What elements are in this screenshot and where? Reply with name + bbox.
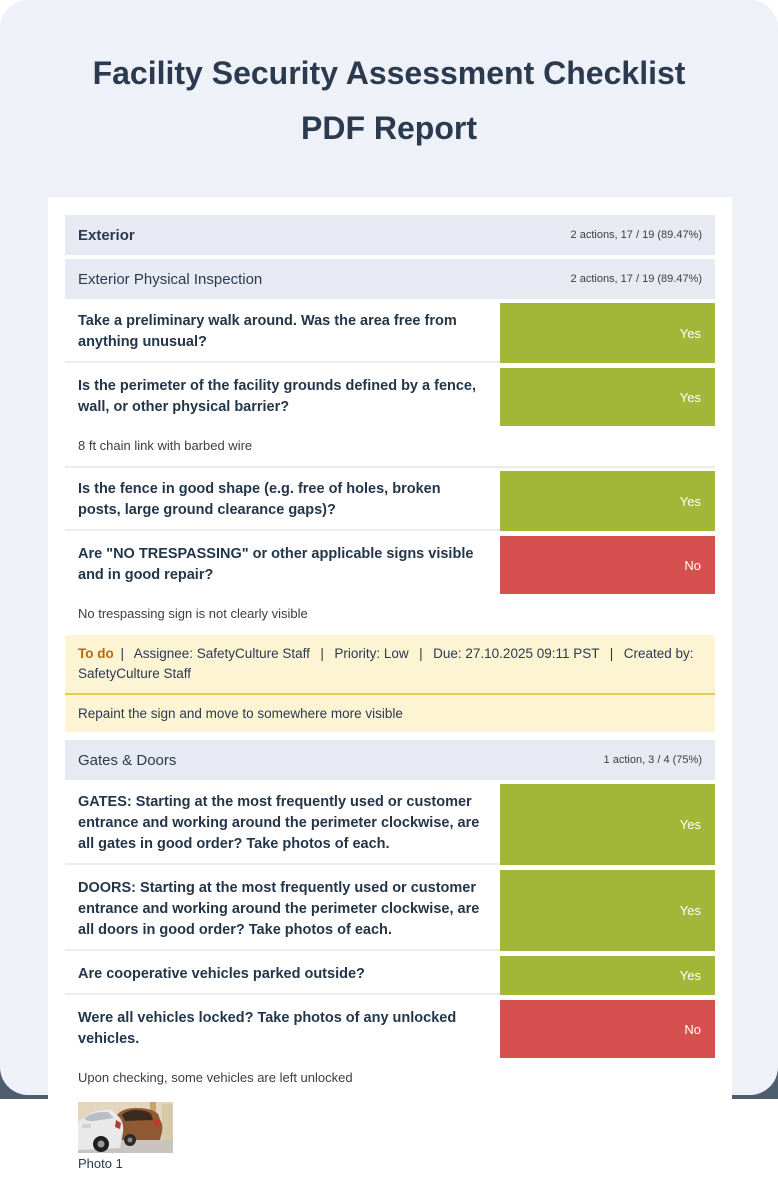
question-text: Were all vehicles locked? Take photos of any unlocked vehicles. [78, 1010, 457, 1048]
section-summary: 1 action, 3 / 4 (75%) [603, 754, 702, 766]
page-title-line1: Facility Security Assessment Checklist [92, 55, 686, 91]
question-text: Are "NO TRESPASSING" or other applicable signs visible and in good repair? [78, 546, 474, 584]
todo-header [65, 635, 715, 696]
answer-badge-yes: Yes [500, 471, 715, 531]
question-text: Take a preliminary walk around. Was the area free from anything unusual? [65, 303, 500, 363]
todo-label: To do [78, 645, 114, 661]
photo-caption: Photo 1 [78, 1156, 123, 1172]
question-row [65, 870, 715, 951]
report-card [48, 197, 732, 1201]
question-row [65, 956, 715, 995]
question-row [65, 784, 715, 865]
note-text: Upon checking, some vehicles are left unlocked [78, 1070, 353, 1086]
question-text: GATES: Starting at the most frequently used or customer entrance and working around the perimeter clockwise, are all gates in good order? Take photos of each. [65, 784, 500, 865]
section-label: Exterior [78, 226, 135, 244]
answer-badge-no: No [500, 1000, 715, 1058]
answer-badge-yes: Yes [500, 956, 715, 995]
section-label: Gates & Doors [78, 751, 177, 769]
page-title [0, 0, 778, 156]
parked-cars-photo [78, 1102, 173, 1153]
question-text: Is the fence in good shape (e.g. free of holes, broken posts, large ground clearance gaps)? [65, 471, 500, 531]
note-text: 8 ft chain link with barbed wire [65, 431, 715, 468]
question-row [65, 1000, 715, 1058]
question-row [65, 368, 715, 426]
answer-badge-yes: Yes [500, 303, 715, 363]
question-text: DOORS: Starting at the most frequently used or customer entrance and working around the perimeter clockwise, are all doors in good order? Take photos of each. [65, 870, 500, 951]
section-label: Exterior Physical Inspection [78, 270, 263, 288]
todo-meta: | Assignee: SafetyCulture Staff | Priority: Low | Due: 27.10.2025 09:11 PST | Created by: SafetyCulture Staff [78, 645, 694, 681]
answer-badge-yes: Yes [500, 870, 715, 951]
section-header-row [65, 740, 715, 780]
todo-action: Repaint the sign and move to somewhere more visible [65, 695, 715, 732]
question-row [65, 303, 715, 363]
todo-block [65, 635, 715, 733]
section-header-row [65, 215, 715, 255]
answer-badge-yes: Yes [500, 784, 715, 865]
question-row [65, 536, 715, 594]
question-text: Is the perimeter of the facility grounds defined by a fence, wall, or other physical barrier? [78, 378, 477, 416]
section-summary: 2 actions, 17 / 19 (89.47%) [570, 229, 702, 241]
note-text: No trespassing sign is not clearly visible [78, 606, 308, 622]
section-summary: 2 actions, 17 / 19 (89.47%) [570, 273, 702, 285]
question-text: Are cooperative vehicles parked outside? [65, 956, 500, 995]
question-row [65, 471, 715, 531]
answer-badge-yes: Yes [500, 368, 715, 426]
vehicle-photo-thumbnail[interactable] [78, 1102, 173, 1153]
section-header-row [65, 259, 715, 299]
answer-badge-no: No [500, 536, 715, 594]
photo-row [65, 1098, 715, 1171]
page-title-line2: PDF Report [301, 110, 477, 147]
